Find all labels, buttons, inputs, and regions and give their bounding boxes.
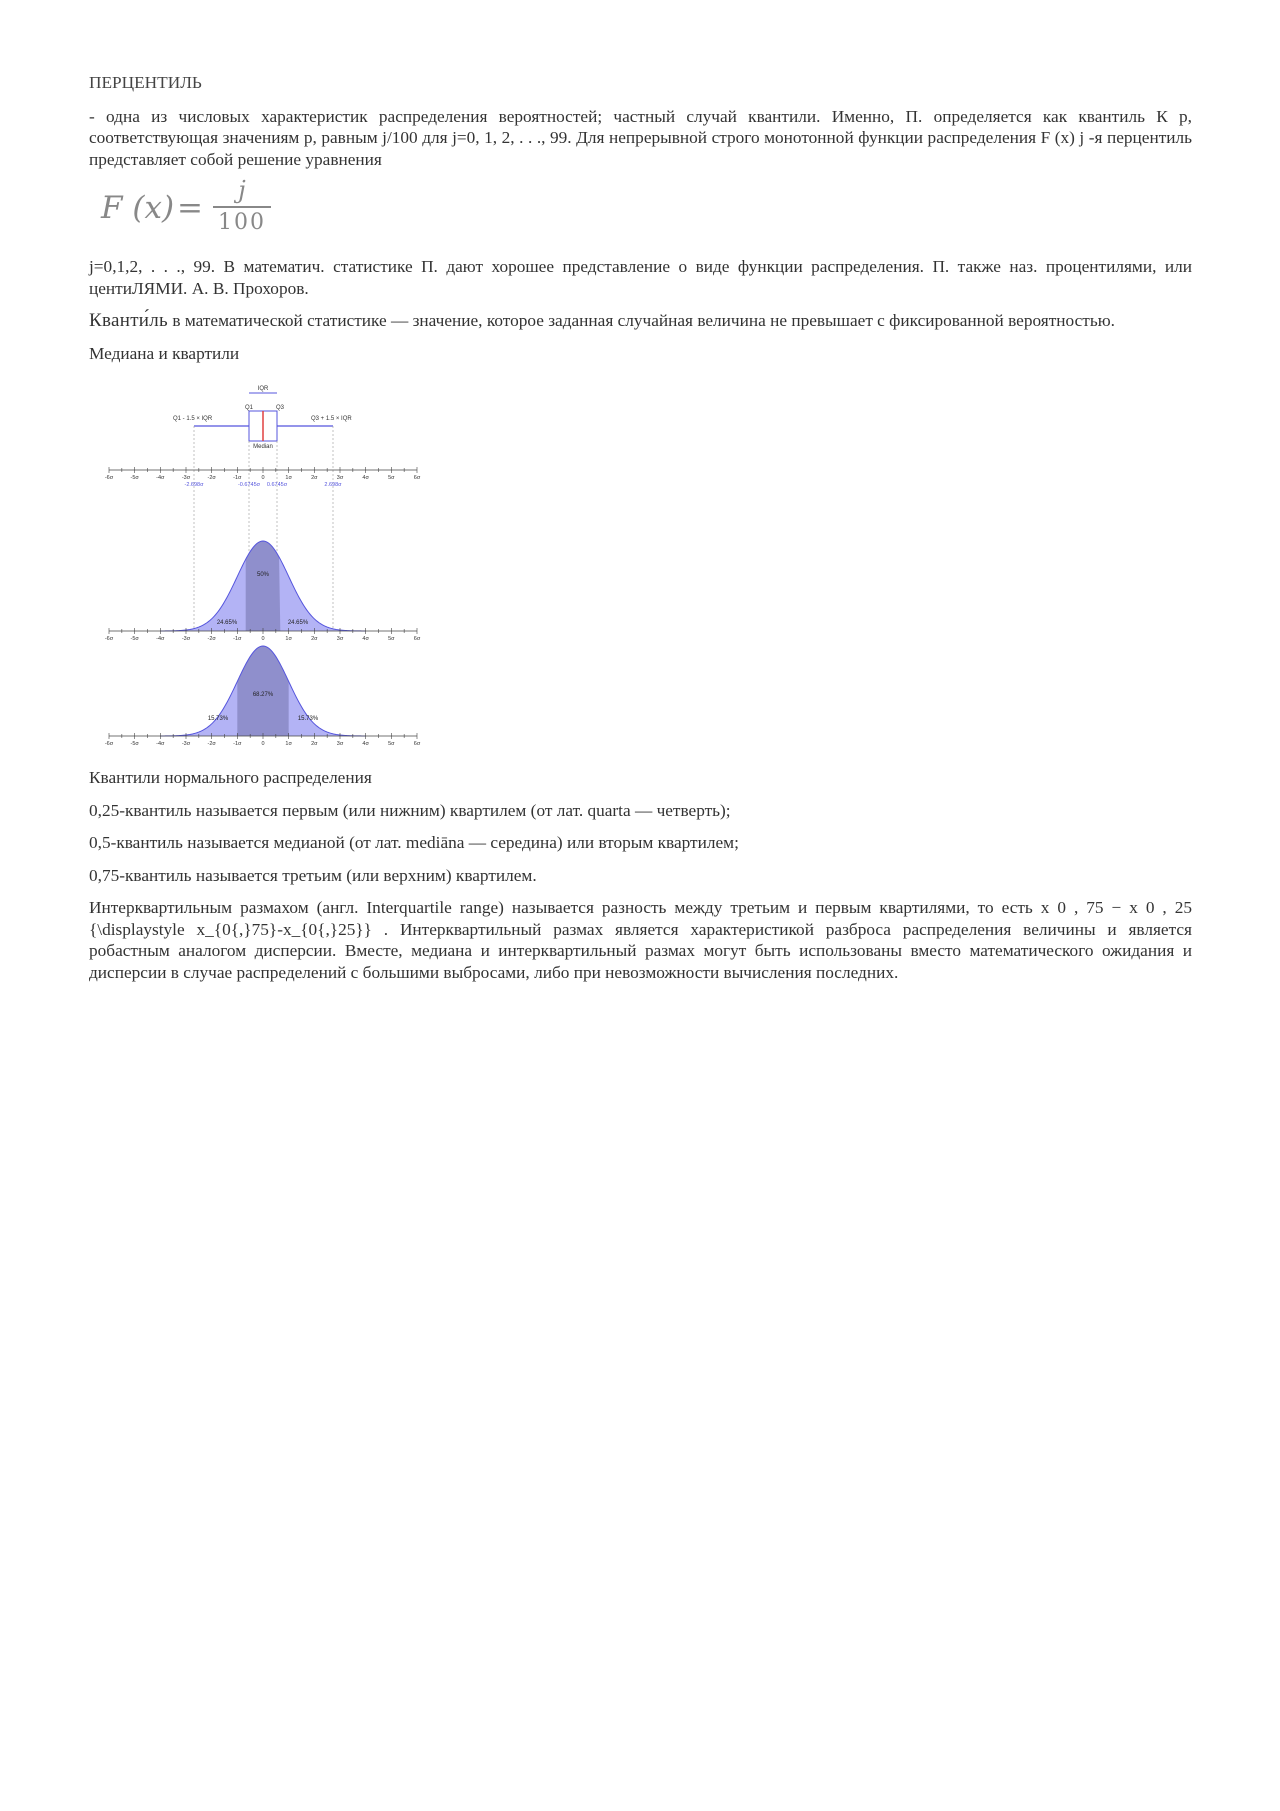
density-center-fill — [237, 646, 288, 736]
sigma-mark-label: 0.6745σ — [266, 482, 288, 488]
quartile-third: 0,75-квантиль называется третьим (или верхним) квартилем. — [89, 865, 537, 885]
axis-tick-label: -4σ — [156, 636, 165, 642]
sigma-marks — [185, 482, 343, 488]
formula-numerator: j — [238, 176, 246, 204]
lower-whisker-label: Q1 - 1.5 × IQR — [173, 416, 213, 422]
right-percent: 15.73% — [297, 716, 319, 722]
left-percent: 15.73% — [207, 716, 229, 722]
axis-tick-label: -5σ — [130, 636, 139, 642]
right-percent: 24.65% — [287, 620, 309, 626]
sigma-mark-label: -0.6745σ — [237, 482, 261, 488]
axis-tick-label: -3σ — [181, 475, 191, 481]
density-plot-sigma — [160, 646, 365, 736]
figure-caption-top: Медиана и квартили — [89, 343, 240, 363]
density-plot-quartiles — [160, 541, 365, 631]
document-page — [89, 72, 1192, 983]
center-percent: 50% — [256, 572, 270, 578]
intro-paragraph: - одна из числовых характеристик распределения вероятностей; частный случай квантили. Именно, П. определяется как квантиль К р, соответствующая значениям р, равным j/100 для j=0, 1, 2, . . ., 99. Для непрерывной строго монотонной функции распределения F (x) j -я перцентиль представляет собой решение уравнения — [89, 106, 1192, 169]
normal-distribution-figure — [101, 376, 441, 746]
q3-label: Q3 — [276, 405, 285, 411]
axis-tick-label: 3σ — [336, 475, 344, 481]
q1-label: Q1 — [245, 405, 254, 411]
axis-tick-label: -1σ — [233, 475, 242, 481]
axis-tick-label: 0 — [261, 636, 265, 642]
axis-tick-label: -6σ — [104, 636, 114, 642]
median-label: Median — [253, 444, 273, 450]
axis-tick-label: 1σ — [285, 475, 292, 481]
axis-bottom — [105, 733, 421, 746]
quartile-median: 0,5-квантиль называется медианой (от лат. mediāna — середина) или вторым квартилем; — [89, 833, 739, 852]
formula-eq: = — [177, 190, 203, 226]
iqr-paragraph: Интерквартильным размахом (англ. Interquartile range) называется разность между третьим и первым квартилями, то есть x 0 , 75 − x 0 , 25 {\displaystyle x_{0{,}75}-x_{0{,}25}} . Интерквартильный размах является характеристикой разброса распределения величины и является робастным аналогом дисперсии. Вместе, медиана и интерквартильный размах могут быть использованы вместо математического ожидания и дисперсии в случае распределений с большими выбросами, либо при невозможности вычисления последних. — [89, 898, 1192, 982]
density-center-fill — [246, 541, 281, 631]
quartile-first: 0,25-квантиль называется первым (или нижним) квартилем (от лат. quarta — четверть); — [89, 800, 731, 820]
axis-tick-label: -3σ — [181, 636, 191, 642]
axis-tick-label: -2σ — [207, 636, 216, 642]
axis-tick-label: 4σ — [362, 636, 369, 642]
axis-tick-label: 5σ — [388, 741, 395, 746]
axis-tick-label: 0 — [261, 475, 265, 481]
axis-tick-label: -2σ — [207, 475, 216, 481]
axis-tick-label: -5σ — [130, 741, 139, 746]
axis-tick-label: 3σ — [336, 741, 344, 746]
percentile-formula — [95, 178, 1192, 242]
axis-tick-label: -3σ — [181, 741, 191, 746]
quantile-definition-text: в математической статистике — значение, которое заданная случайная величина не превышает с фиксированной вероятностью. — [168, 311, 1115, 330]
figure-caption-bottom: Квантили нормального распределения — [89, 768, 372, 787]
axis-tick-label: -6σ — [104, 475, 114, 481]
iqr-label: IQR — [257, 386, 269, 392]
axis-tick-label: 6σ — [413, 741, 421, 746]
axis-tick-label: 3σ — [336, 636, 344, 642]
axis-tick-label: 0 — [261, 741, 265, 746]
formula-lhs: F (x) — [101, 190, 175, 226]
left-percent: 24.65% — [216, 620, 238, 626]
axis-tick-label: 1σ — [285, 741, 292, 746]
axis-tick-label: 5σ — [388, 636, 395, 642]
axis-tick-label: 2σ — [311, 636, 318, 642]
axis-tick-label: 5σ — [388, 475, 395, 481]
axis-tick-label: 6σ — [413, 475, 421, 481]
axis-top — [105, 467, 421, 481]
quantile-definition — [89, 310, 1192, 332]
axis-tick-label: 6σ — [413, 636, 421, 642]
document-title: ПЕРЦЕНТИЛЬ — [89, 73, 202, 92]
axis-tick-label: -5σ — [130, 475, 139, 481]
axis-middle — [105, 628, 421, 642]
after-formula-paragraph: j=0,1,2, . . ., 99. В математич. статистике П. дают хорошее представление о виде функции распределения. П. также наз. процентилями, или центиЛЯМИ. А. В. Прохоров. — [89, 257, 1192, 298]
axis-tick-label: -1σ — [233, 741, 242, 746]
axis-tick-label: 2σ — [311, 741, 318, 746]
formula-denominator: 100 — [218, 210, 266, 235]
axis-tick-label: -2σ — [207, 741, 216, 746]
axis-tick-label: 4σ — [362, 475, 369, 481]
sigma-mark-label: 2.698σ — [324, 482, 342, 488]
axis-tick-label: -4σ — [156, 475, 165, 481]
quantile-term: Кванти́ль — [89, 310, 169, 331]
center-percent: 68.27% — [252, 692, 274, 698]
axis-tick-label: -6σ — [104, 741, 114, 746]
fraction-bar — [213, 206, 271, 208]
axis-tick-label: -4σ — [156, 741, 165, 746]
axis-tick-label: 1σ — [285, 636, 292, 642]
upper-whisker-label: Q3 + 1.5 × IQR — [311, 416, 352, 422]
axis-tick-label: 2σ — [311, 475, 318, 481]
axis-tick-label: -1σ — [233, 636, 242, 642]
sigma-mark-label: -2.698σ — [184, 482, 204, 488]
formula-fraction — [211, 176, 273, 236]
axis-tick-label: 4σ — [362, 741, 369, 746]
